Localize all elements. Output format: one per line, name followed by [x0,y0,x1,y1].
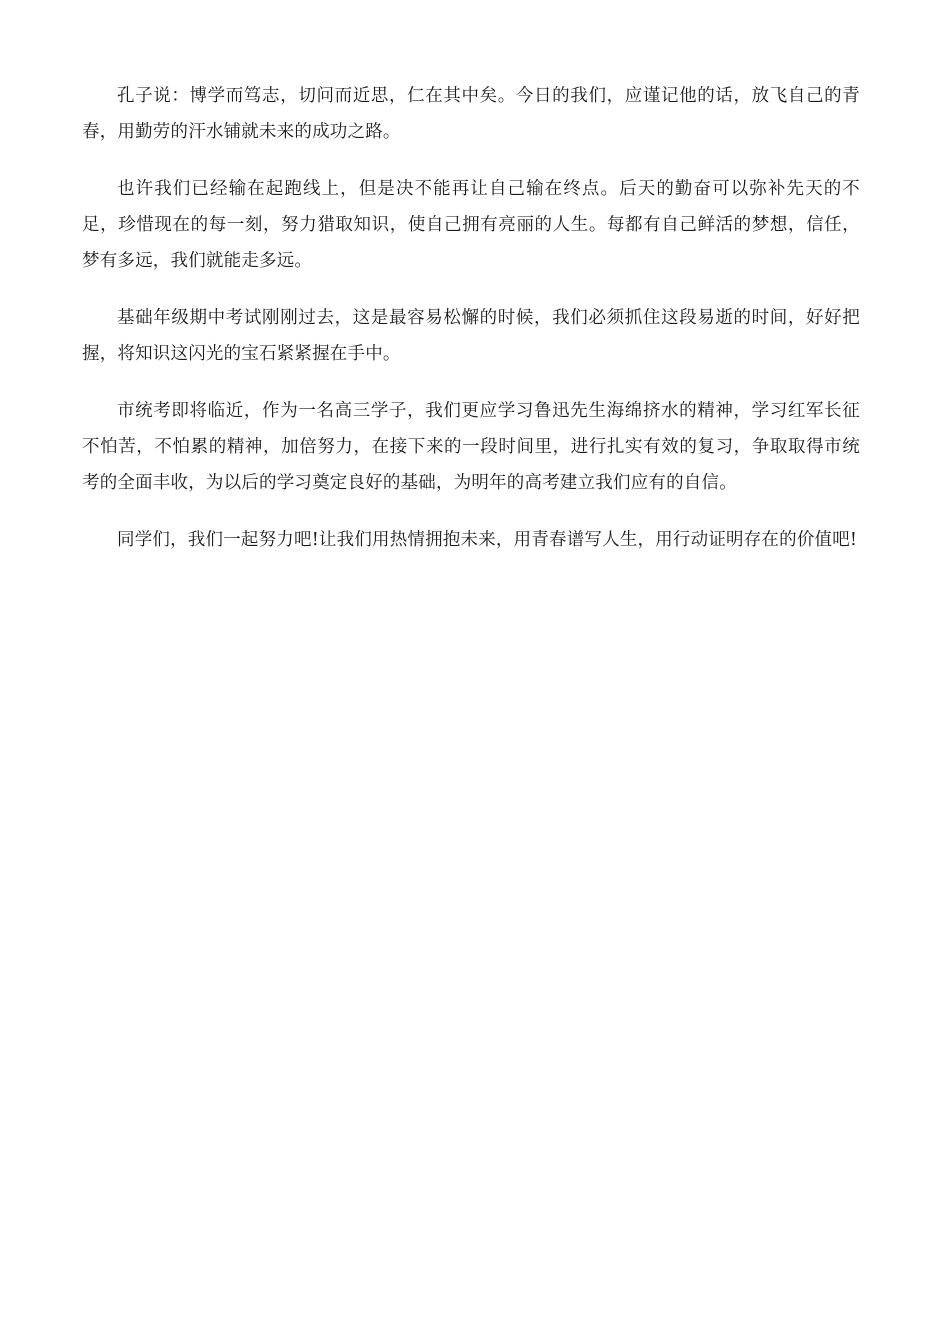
paragraph-2: 也许我们已经输在起跑线上，但是决不能再让自己输在终点。后天的勤奋可以弥补先天的不足，珍惜现在的每一刻，努力猎取知识，使自己拥有亮丽的人生。每都有自己鲜活的梦想，信任，梦有多远，我们就能走多远。 [82,179,860,271]
paragraph-3: 基础年级期中考试刚刚过去，这是最容易松懈的时候，我们必须抓住这段易逝的时间，好好把握，将知识这闪光的宝石紧紧握在手中。 [82,308,860,364]
paragraph-5: 同学们，我们一起努力吧!让我们用热情拥抱未来，用青春谱写人生，用行动证明存在的价值吧! [117,530,858,550]
paragraph-1: 孔子说：博学而笃志，切问而近思，仁在其中矣。今日的我们，应谨记他的话，放飞自己的青春，用勤劳的汗水铺就未来的成功之路。 [82,86,860,142]
paragraph-4: 市统考即将临近，作为一名高三学子，我们更应学习鲁迅先生海绵挤水的精神，学习红军长征不怕苦，不怕累的精神，加倍努力，在接下来的一段时间里，进行扎实有效的复习，争取取得市统考的全面丰收，为以后的学习奠定良好的基础，为明年的高考建立我们应有的自信。 [82,401,860,493]
document-body [82,78,860,579]
